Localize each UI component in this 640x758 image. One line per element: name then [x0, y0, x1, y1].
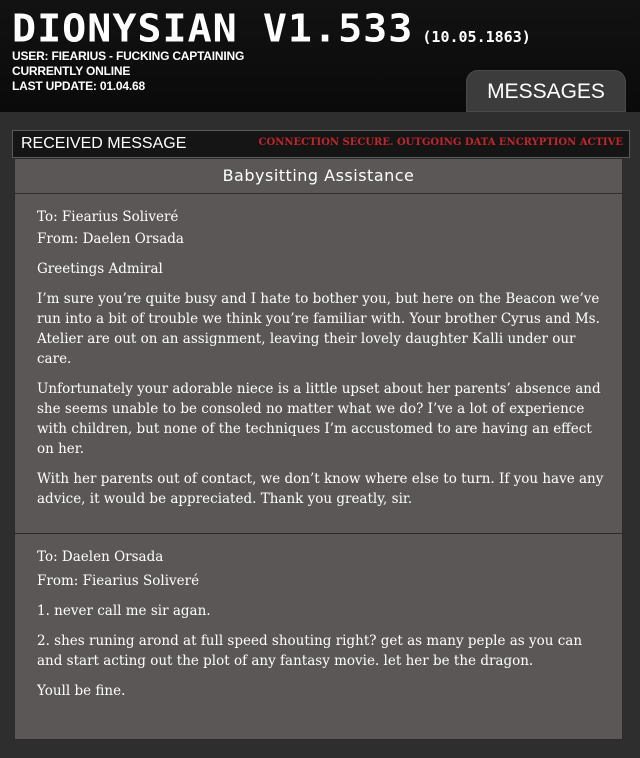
message-divider — [15, 533, 622, 534]
reply-to: To: Daelen Orsada — [37, 549, 164, 565]
message-greeting: Greetings Admiral — [37, 261, 163, 277]
reply-from: From: Fiearius Soliveré — [37, 573, 200, 589]
reply-line: Youll be fine. — [37, 683, 126, 699]
incoming-message — [37, 207, 604, 509]
app-title: DIONYSIAN V1.533 — [12, 7, 414, 51]
message-paragraph: With her parents out of contact, we don’t know where else to turn. If you have any advice, it would be appreciated. Thank you greatly, sir. — [37, 471, 604, 507]
message-box — [14, 158, 623, 740]
user-info — [12, 49, 244, 94]
reply-line: 2. shes runing arond at full speed shouting right? get as many peple as you can and start acting out the plot of any fantasy movie. let her be the dragon. — [37, 633, 583, 669]
message-from: From: Daelen Orsada — [37, 231, 184, 247]
tab-messages[interactable] — [466, 70, 626, 112]
title-row — [12, 6, 531, 52]
status-line: CURRENTLY ONLINE — [12, 64, 131, 78]
connection-status: CONNECTION SECURE. OUTGOING DATA ENCRYPTION ACTIVE — [258, 137, 623, 148]
user-line: USER: FIEARIUS - FUCKING CAPTAINING — [12, 49, 245, 63]
reply-message — [37, 547, 604, 701]
message-to: To: Fiearius Soliveré — [37, 209, 179, 225]
message-paragraph: I’m sure you’re quite busy and I hate to bother you, but here on the Beacon we’ve run into a bit of trouble we think you’re familiar with. Your brother Cyrus and Ms. Atelier are out on an assignment, leaving their lovely daughter Kalli under our care. — [37, 291, 600, 367]
message-status-bar — [12, 130, 630, 158]
received-message-label: RECEIVED MESSAGE — [21, 135, 187, 152]
tab-messages-label: MESSAGES — [487, 80, 605, 103]
message-paragraph: Unfortunately your adorable niece is a little upset about her parents’ absence and she seems unable to be consoled no matter what we do? I’ve a lot of experience with children, but none of the techniques I’m accustomed to are having an effect on her. — [37, 381, 601, 457]
reply-line: 1. never call me sir agan. — [37, 603, 211, 619]
header — [0, 0, 640, 112]
update-line: LAST UPDATE: 01.04.68 — [12, 79, 145, 93]
app-date: (10.05.1863) — [422, 28, 531, 46]
message-subject: Babysitting Assistance — [15, 159, 622, 194]
